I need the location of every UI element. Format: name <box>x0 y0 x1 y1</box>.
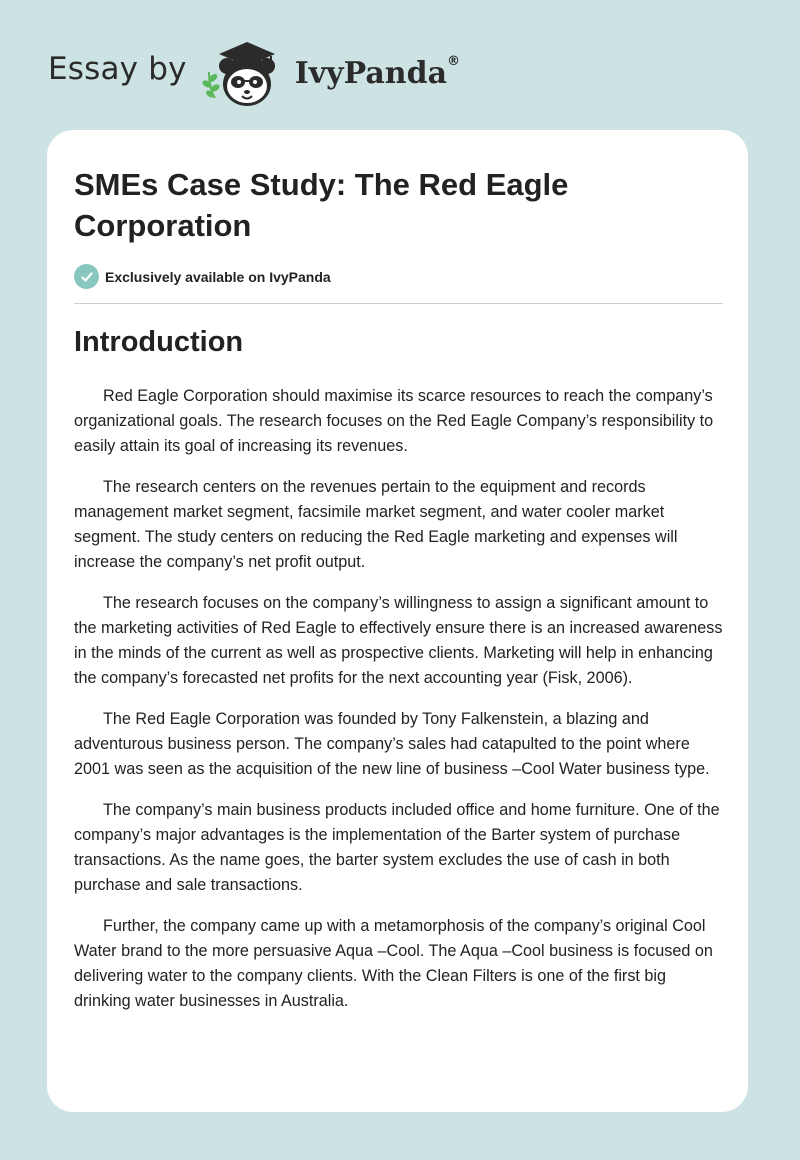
paragraph: Further, the company came up with a metamorphosis of the company’s original Cool Water brand to the more persuasive Aqua –Cool. The Aqua –Cool business is focused on delivering water to the company clients. With the Clean Filters is one of the first big drinking water businesses in Australia. <box>74 917 713 1010</box>
section-heading: Introduction <box>74 326 244 358</box>
page-title: SMEs Case Study: The Red Eagle Corporation <box>74 167 569 243</box>
paragraph: Red Eagle Corporation should maximise its scarce resources to reach the company’s organizational goals. The research focuses on the Red Eagle Company’s responsibility to easily attain its goal of increasing its revenues. <box>74 387 714 455</box>
panda-graduate-icon[interactable] <box>201 34 293 110</box>
paragraph: The research focuses on the company’s willingness to assign a significant amount to the marketing activities of Red Eagle to effectively ensure there is an increased awareness in the minds of the current as well as prospective clients. Marketing will help in enhancing the company’s forecasted net profits for the next accounting year (Fisk, 2006). <box>74 594 723 687</box>
divider <box>74 303 723 304</box>
article-body <box>74 384 725 1030</box>
essay-by-label: Essay by <box>48 51 187 87</box>
check-circle-icon <box>74 264 99 289</box>
registered-mark: ® <box>447 53 461 69</box>
site-header <box>48 34 460 110</box>
badge-label: Exclusively available on IvyPanda <box>105 268 331 285</box>
paragraph: The company’s main business products included office and home furniture. One of the company’s major advantages is the implementation of the Barter system of purchase transactions. As the name goes, the barter system excludes the use of cash in both purchase and sale transactions. <box>74 801 720 894</box>
brand-name[interactable] <box>294 53 461 91</box>
exclusive-badge <box>74 264 331 289</box>
paragraph: The research centers on the revenues pertain to the equipment and records management market segment, facsimile market segment, and water cooler market segment. The study centers on reducing the Red Eagle marketing and expenses will increase the company’s net profit output. <box>74 478 678 571</box>
paragraph: The Red Eagle Corporation was founded by Tony Falkenstein, a blazing and adventurous business person. The company’s sales had catapulted to the point where 2001 was seen as the acquisition of the new line of business –Cool Water business type. <box>74 710 710 778</box>
article-card <box>47 130 748 1112</box>
brand-text: IvyPanda <box>294 55 448 91</box>
